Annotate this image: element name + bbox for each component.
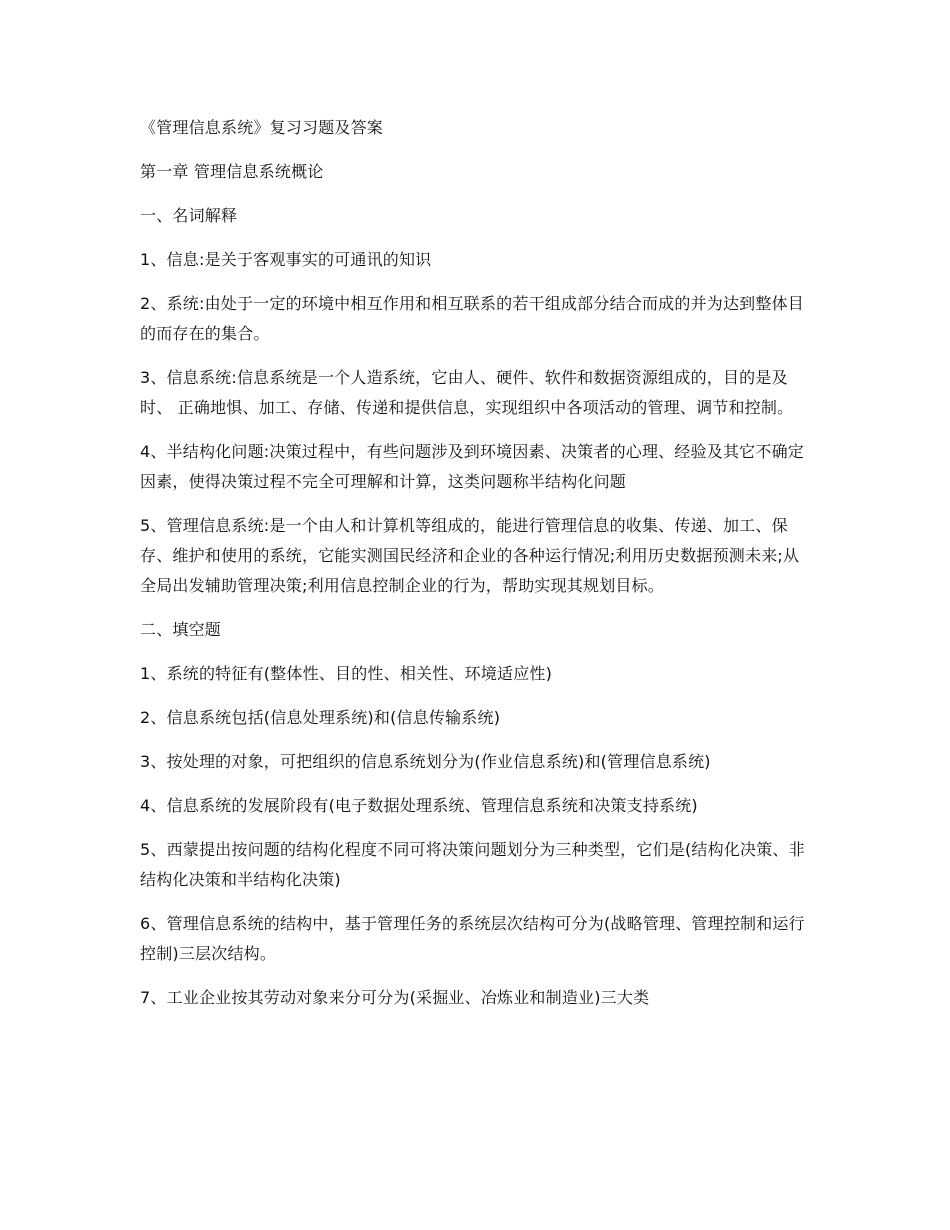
term-definition: 2、系统:由处于一定的环境中相互作用和相互联系的若干组成部分结合而成的并为达到整体目的而存在的集合。 [140,294,804,343]
term-definition: 5、管理信息系统:是一个由人和计算机等组成的，能进行管理信息的收集、传递、加工、保存、维护和使用的系统，它能实测国民经济和企业的各种运行情况;利用历史数据预测未来;从全局出发辅助管理决策;利用信息控制企业的行为，帮助实现其规划目标。 [140,516,800,595]
term-definition: 3、信息系统:信息系统是一个人造系统，它由人、硬件、软件和数据资源组成的，目的是及时、 正确地惧、加工、存储、传递和提供信息，实现组织中各项活动的管理、调节和控制。 [140,368,794,417]
document-body [140,113,815,1027]
fill-blank-item: 6、管理信息系统的结构中，基于管理任务的系统层次结构可分为(战略管理、管理控制和运行控制)三层次结构。 [140,914,805,963]
term-definition: 4、半结构化问题:决策过程中，有些问题涉及到环境因素、决策者的心理、经验及其它不确定因素，使得决策过程不完全可理解和计算，这类问题称半结构化问题 [140,442,804,491]
fill-blank-item: 5、西蒙提出按问题的结构化程度不同可将决策问题划分为三种类型，它们是(结构化决策、非结构化决策和半结构化决策) [140,840,805,889]
fill-blank-item: 4、信息系统的发展阶段有(电子数据处理系统、管理信息系统和决策支持系统) [140,796,698,815]
chapter-heading: 第一章 管理信息系统概论 [140,162,324,181]
term-definition: 1、信息:是关于客观事实的可通讯的知识 [140,250,432,269]
section-heading-terms: 一、名词解释 [140,206,238,225]
fill-blank-item: 7、工业企业按其劳动对象来分可分为(采掘业、冶炼业和制造业)三大类 [140,988,650,1007]
fill-blank-item: 1、系统的特征有(整体性、目的性、相关性、环境适应性) [140,664,553,683]
fill-blank-item: 2、信息系统包括(信息处理系统)和(信息传输系统) [140,708,501,727]
document-title: 《管理信息系统》复习习题及答案 [140,118,384,137]
section-heading-fill-blanks: 二、填空题 [140,620,222,639]
fill-blank-item: 3、按处理的对象，可把组织的信息系统划分为(作业信息系统)和(管理信息系统) [140,752,711,771]
